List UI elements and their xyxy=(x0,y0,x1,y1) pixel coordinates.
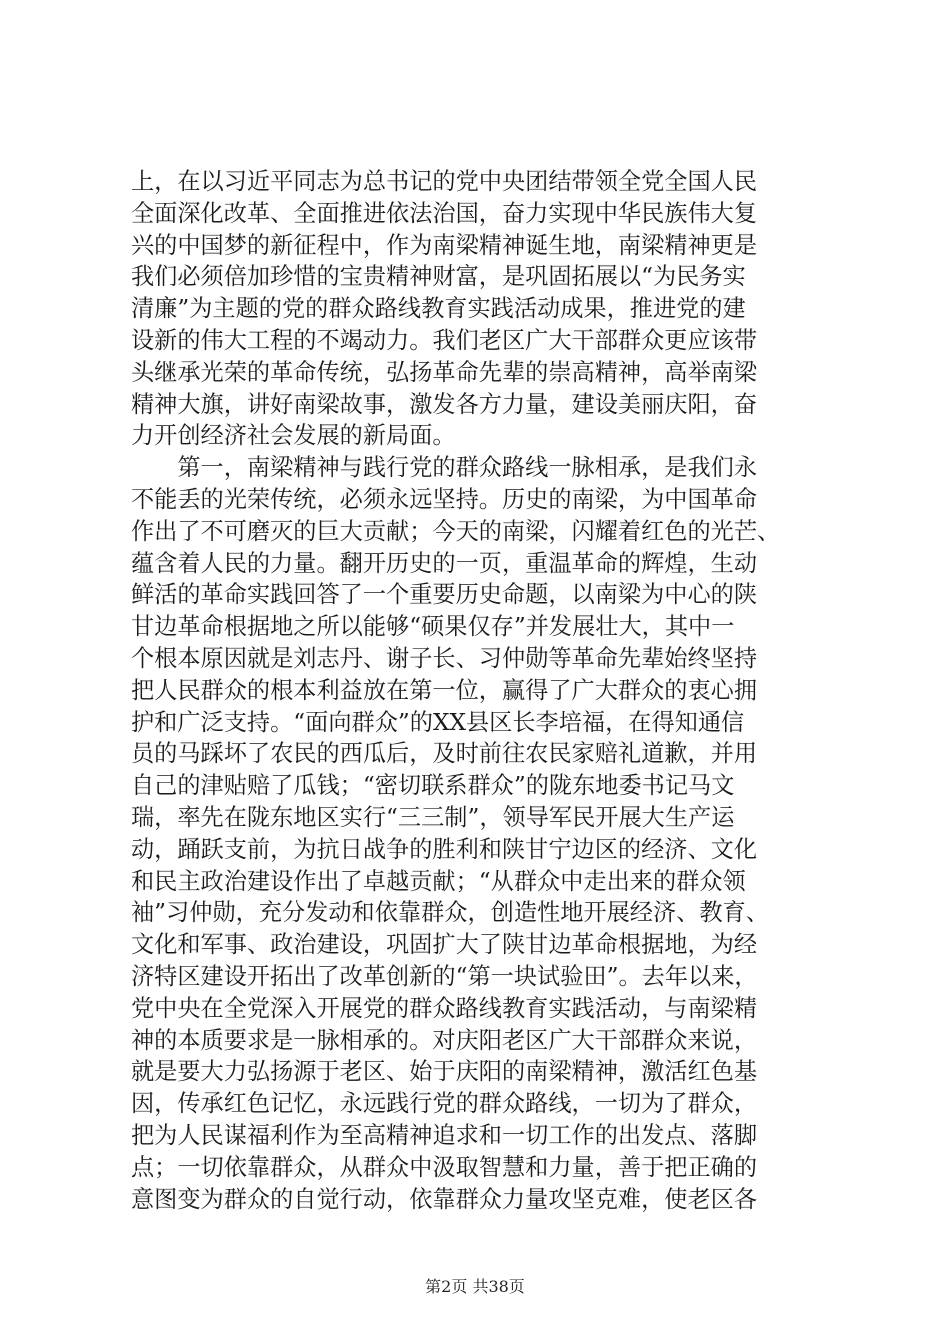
text-line: 把为人民谋福利作为至高精神追求和一切工作的出发点、落脚 xyxy=(131,1121,758,1149)
page-footer: 第2页 共38页 xyxy=(425,1277,525,1296)
text-line: 我们必须倍加珍惜的宝贵精神财富，是巩固拓展以“为民务实 xyxy=(131,263,746,291)
text-line: 点；一切依靠群众，从群众中汲取智慧和力量，善于把正确的 xyxy=(131,1153,758,1181)
text-line: 全面深化改革、全面推进依法治国，奋力实现中华民族伟大复 xyxy=(131,199,758,227)
text-line: 不能丢的光荣传统，必须永远坚持。历史的南梁，为中国革命 xyxy=(131,485,758,513)
text-line: 作出了不可磨灭的巨大贡献；今天的南梁，闪耀着红色的光芒、 xyxy=(131,517,781,545)
text-line: 第一，南梁精神与践行党的群众路线一脉相承，是我们永 xyxy=(131,454,758,482)
text-line: 精神大旗，讲好南梁故事，激发各方力量，建设美丽庆阳，奋 xyxy=(131,390,758,418)
text-line: 个根本原因就是刘志丹、谢子长、习仲勋等革命先辈始终坚持 xyxy=(131,644,758,672)
body-text xyxy=(131,166,831,1215)
text-line: 护和广泛支持。“面向群众”的XX县区长李培福，在得知通信 xyxy=(131,708,745,736)
text-line: 上，在以习近平同志为总书记的党中央团结带领全党全国人民 xyxy=(131,168,758,195)
text-line: 文化和军事、政治建设，巩固扩大了陕甘边革命根据地，为经 xyxy=(131,931,758,959)
text-line: 和民主政治建设作出了卓越贡献；“从群众中走出来的群众领 xyxy=(131,867,746,895)
text-line: 神的本质要求是一脉相承的。对庆阳老区广大干部群众来说， xyxy=(131,1026,758,1054)
text-line: 力开创经济社会发展的新局面。 xyxy=(131,422,456,450)
text-line: 因，传承红色记忆，永远践行党的群众路线，一切为了群众， xyxy=(131,1090,758,1118)
text-line: 意图变为群众的自觉行动，依靠群众力量攻坚克难，使老区各 xyxy=(131,1185,758,1213)
text-line: 党中央在全党深入开展党的群众路线教育实践活动，与南梁精 xyxy=(131,994,758,1022)
text-line: 员的马踩坏了农民的西瓜后，及时前往农民家赔礼道歉，并用 xyxy=(131,740,758,768)
text-line: 把人民群众的根本利益放在第一位，赢得了广大群众的衷心拥 xyxy=(131,676,758,704)
text-line: 甘边革命根据地之所以能够“硕果仅存”并发展壮大，其中一 xyxy=(131,613,735,641)
text-line: 鲜活的革命实践回答了一个重要历史命题，以南梁为中心的陕 xyxy=(131,581,758,609)
text-line: 瑞，率先在陇东地区实行“三三制”，领导军民开展大生产运 xyxy=(131,803,735,831)
text-line: 蕴含着人民的力量。翻开历史的一页，重温革命的辉煌，生动 xyxy=(131,549,758,577)
text-line: 自己的津贴赔了瓜钱；“密切联系群众”的陇东地委书记马文 xyxy=(131,772,735,800)
text-line: 头继承光荣的革命传统，弘扬革命先辈的崇高精神，高举南梁 xyxy=(131,358,758,386)
text-line: 袖”习仲勋，充分发动和依靠群众，创造性地开展经济、教育、 xyxy=(131,899,769,927)
text-line: 济特区建设开拓出了改革创新的“第一块试验田”。去年以来， xyxy=(131,962,758,990)
text-line: 设新的伟大工程的不竭动力。我们老区广大干部群众更应该带 xyxy=(131,326,758,354)
text-line: 就是要大力弘扬源于老区、始于庆阳的南梁精神，激活红色基 xyxy=(131,1058,758,1086)
text-line: 动，踊跃支前，为抗日战争的胜利和陕甘宁边区的经济、文化 xyxy=(131,835,758,863)
text-line: 清廉”为主题的党的群众路线教育实践活动成果，推进党的建 xyxy=(131,295,746,323)
text-line: 兴的中国梦的新征程中，作为南梁精神诞生地，南梁精神更是 xyxy=(131,231,758,259)
